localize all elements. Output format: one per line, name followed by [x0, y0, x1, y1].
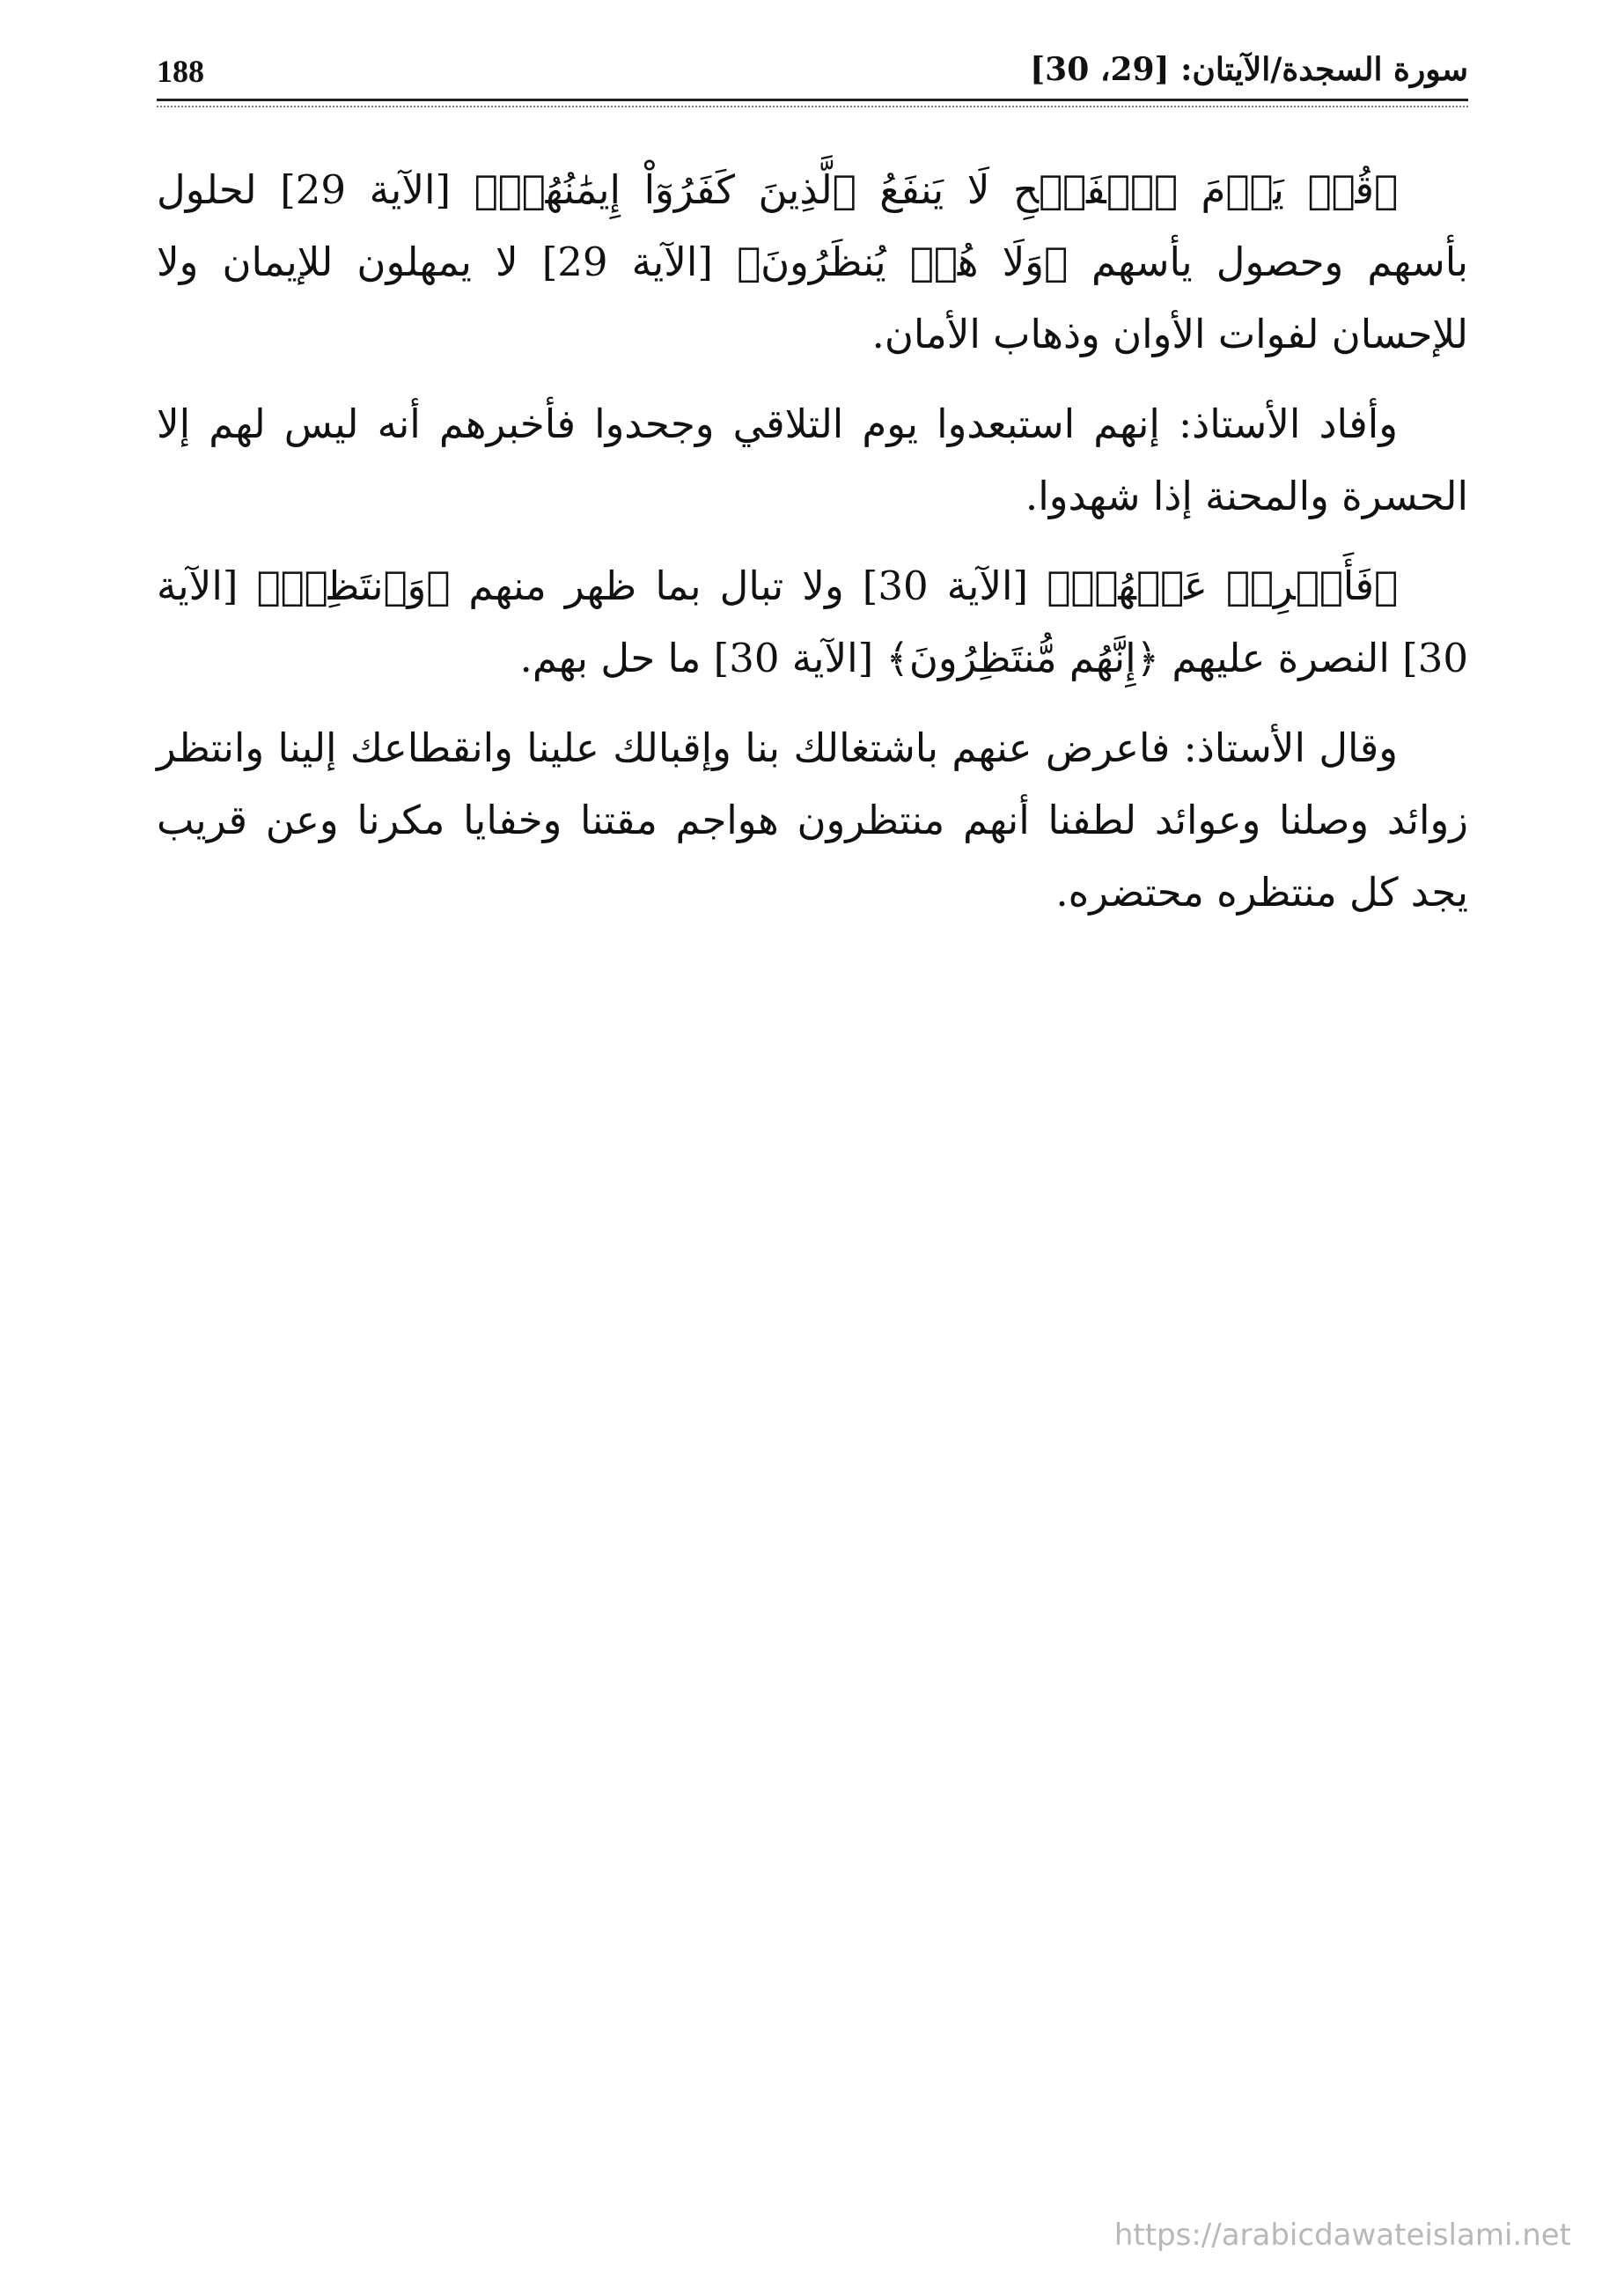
paragraph-4 — [157, 712, 1468, 929]
header-rule — [157, 99, 1468, 101]
quran-verse: ﴿قُلۡ يَوۡمَ ٱلۡفَتۡحِ لَا يَنفَعُ ٱلَّذِينَ كَفَرُوٓاْ إِيمَٰنُهُمۡ﴾ — [474, 166, 1398, 213]
commentary-text: وأفاد الأستاذ: إنهم استبعدوا يوم التلاقي وجحدوا فأخبرهم أنه ليس لهم إلا الحسرة والمحنة إذا شهدوا. — [157, 401, 1468, 519]
quran-verse: ﴿إِنَّهُم مُّنتَظِرُونَ﴾ — [885, 635, 1160, 681]
commentary-text: [الآية 30] ما حل بهم. — [519, 635, 886, 681]
commentary-text: [الآية 29] لا يمهلون للإيمان ولا للإحسان لفوات الأوان وذهاب الأمان. — [157, 239, 1468, 357]
commentary-text: [الآية 29] لحلول بأسهم وحصول يأسهم — [157, 166, 1468, 285]
quran-verse: ﴿وَٱنتَظِرۡ﴾ — [256, 563, 451, 609]
paragraph-3 — [157, 550, 1468, 695]
commentary-text: وقال الأستاذ: فاعرض عنهم باشتغالك بنا وإقبالك علينا وانقطاعك إلينا وانتظر زوائد وصلنا وعوائد لطفنا أنهم منتظرون هواجم مقتنا وخفايا مكرنا وعن قريب يجد كل منتظره محتضره. — [157, 725, 1468, 916]
body-text — [157, 154, 1468, 946]
quran-verse: ﴿وَلَا هُمۡ يُنظَرُونَ﴾ — [737, 239, 1068, 285]
chapter-title: سورة السجدة/الآيتان: [29، 30] — [1030, 51, 1468, 88]
running-header — [157, 46, 1468, 99]
commentary-text: [الآية 30] النصرة عليهم — [157, 563, 1468, 681]
paragraph-1 — [157, 154, 1468, 371]
quran-verse: ﴿فَأَعۡرِضۡ عَنۡهُمۡ﴾ — [1047, 563, 1398, 609]
header-rule-dotted — [157, 106, 1468, 107]
commentary-text: [الآية 30] ولا تبال بما ظهر منهم — [450, 563, 1047, 609]
paragraph-2 — [157, 388, 1468, 533]
source-watermark: https://arabicdawateislami.net — [1113, 2218, 1571, 2253]
page-number: 188 — [157, 54, 204, 89]
